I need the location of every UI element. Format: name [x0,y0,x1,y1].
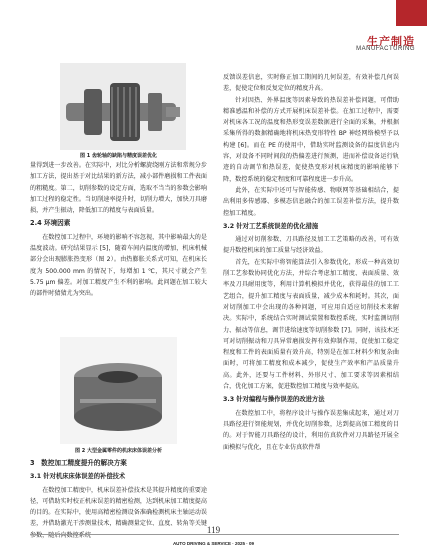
figure-2-caption: 图 2 大型金属零件的机床床体误差分析 [75,448,162,454]
section-title: 生产制造 [367,35,415,48]
top-header-bar [0,0,427,30]
paragraph: 在数控加工过程中，环境的影响不容忽视，其中影响最大的是温度波动。研究结果显示 [5]，随着车间内温度的增加，机床机械部分会出现膨胀热变形（图 2）。由热膨胀关系式可知，在机床长度为 500.000 mm 的情况下，每增加 1 ℃，其尺寸就会产生 5.75 μm 偏差。对加工精度产生不利的影响。此问题在加工较大的部件时猜猜尤为突出。 [30,233,207,298]
paragraph: 在数控加工中，将程序设计与操作误差集成起来，通过对刀具路径进行智能规划，并优化切削参数，达到提高加工精度的目的。对于智能刀具路径的设计，利用仿真软件对刀具路径开展全面模拟与优化，且在专业仿真软件帮 [223,409,399,451]
paragraph: 在数控加工精度中，机床误差补偿技术是其提升精度的重要途径，可借助实时校正机床误差的精密检测，达到机床加工精度提高的目的。在实际中，使用高精密检测设备准确检测机床主轴运动误差，并借助激光干涉测量技术，精确测量定位、直度、转角等关键参数，随后向数控系统 [30,486,207,539]
heading-2-4: 2.4 环境因素 [30,219,71,228]
left-column-top [30,160,207,300]
heading-3-1: 3.1 针对机床床体误差的补偿技术 [30,473,126,481]
page-number: 119 [206,525,221,535]
figure-1-image [60,63,186,150]
paragraph: 首先，在实际中将智能算法引入参数优化，形成一种高效切削工艺参数协同优化方法，并综合考虑加工精度、表面质量、效率及刀具耐用度等，利用计算机模拟并优化，获得最佳的加工工艺组合，提升加工精度与表面质量，减少成本和耗时。其次，面对切削加工中会出现的各种问题，可应用自适应切削技术来解决。实际中，系统结合实时测试装置和数控系统，实时监测切削力、振动等信息，调节进给速度等切削参数 [7]。同时，该技术还可对切削振动和刀具异常磨损发挥有效抑制作用，促使加工稳定程度和工件的表面质量有效升高，特别是在加工材料少和复杂曲面时，可将加工精度和成本减少，促使生产效率和产品质量升高。此外，还要与工件材料、外形尺寸、加工要求等因素相结合，优化加工方案，促进数控加工精度与效率提高。 [223,258,399,391]
paragraph: 针对因热、外界温度等因素导致的热误差补偿问题，可借助精准感温和补偿的方式开展机床误差补偿。在加工过程中，需要对机床各工况的温度和热形变误差数据进行全面的采集，并根据采集所得的数据精确地将机床热变形特性 BP 神经网络模型予以构建 [6]。而在 PE 的使用中，借助实时监测设备的温度信息内容，对设备不同时间段的热偏差进行预测，进而补偿设备运行轨迹的自动调节和热误差，促使热变形对机床精度的影响能够下降，数控系统的稳定程度和可靠程度进一步升高。 [223,96,399,183]
section-subtitle: MANUFACTURING [356,46,415,52]
figure-2-image [60,337,177,444]
heading-3-2: 3.2 针对工艺系统误差的优化措施 [223,222,319,230]
paragraph: 量得到进一步改善。在实际中，对比分析螺旋绕刚方法和常规分步加工方法，提出基于对比结果的新方法，减小部件磨损和工件表面的粗糙度。第二，切削参数的设定方面，选取不当当的参数会影响加工过程的稳定性。当切削速率提升时，切削力增大，加快刀具磨损，并产生振动，降低加工的精度与表面质量。 [30,162,207,215]
header-accent-block [396,0,427,26]
paragraph: 反馈误差信息，实时修正加工期间的几何误差，有效补偿几何误差，促使定位和反复定位的精度升高。 [223,74,399,93]
heading-3: 3 数控加工精度提升的解决方案 [30,459,127,467]
paragraph: 此外，在实际中还可与智能传感、物联网等基础相结合，提出利用多传感器、多模态信息融合的加工误差补偿方法，提升数控加工精度。 [223,186,399,217]
figure-1-caption: 图 1 齿轮轴的缺陷与精度误差优化 [80,153,157,159]
journal-footer: AUTO DRIVING & SERVICE · 2025 · 09 [172,541,255,546]
right-column [223,72,399,453]
paragraph: 通过对切削参数、刀具路径及加工工艺策略的改善，可有效提升数控机床的加工质量与经济效益。 [223,236,399,255]
footer-divider [30,534,399,535]
heading-3-3: 3.3 针对编程与操作误差的改进方法 [223,396,325,404]
